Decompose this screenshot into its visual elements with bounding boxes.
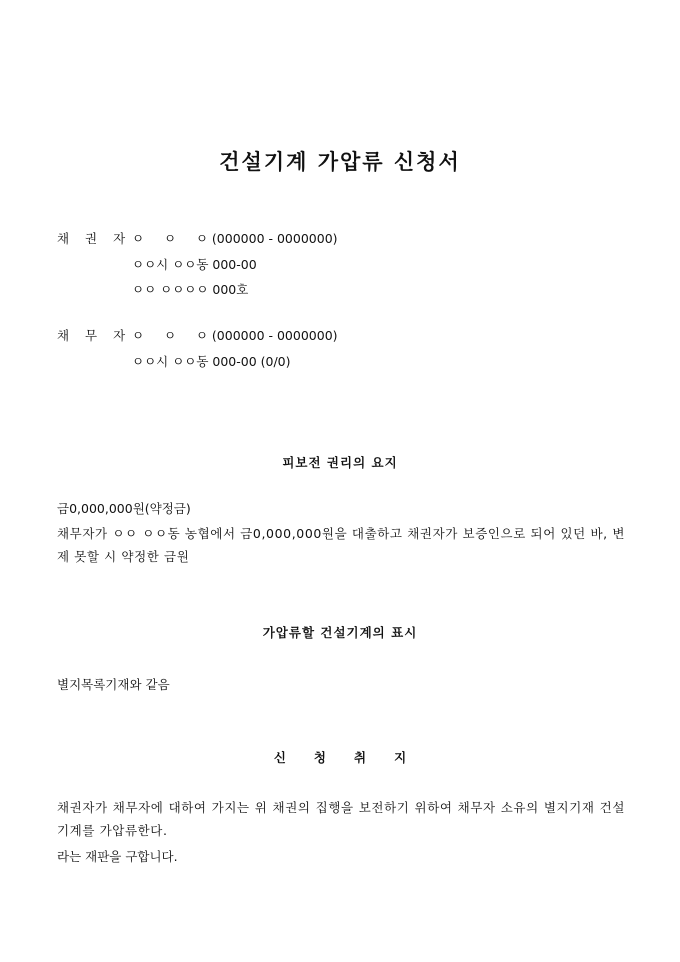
claim-body: 채무자가 ㅇㅇ ㅇㅇ동 농협에서 금0,000,000원을 대출하고 채권자가 보증인으로 되어 있던 바, 변제 못할 시 약정한 금원 xyxy=(57,526,625,564)
debtor-address-line-1: ㅇㅇ시 ㅇㅇ동 000-00 (0/0) xyxy=(132,354,291,369)
claim-amount: 금0,000,000원(약정금) xyxy=(57,501,191,516)
creditor-label: 채 권 자 xyxy=(57,231,132,246)
property-body: 별지목록기재와 같음 xyxy=(57,677,170,692)
document-title: 건설기계 가압류 신청서 xyxy=(219,149,461,174)
creditor-address-line-1: ㅇㅇ시 ㅇㅇ동 000-00 xyxy=(132,257,257,272)
purpose-closing: 라는 재판을 구합니다. xyxy=(57,849,178,864)
debtor-name-line: ㅇ ㅇ ㅇ (000000 - 0000000) xyxy=(132,328,338,343)
property-heading: 가압류할 건설기계의 표시 xyxy=(262,625,418,640)
creditor-address-line-2: ㅇㅇ ㅇㅇㅇㅇ 000호 xyxy=(132,282,249,297)
debtor-label: 채 무 자 xyxy=(57,328,132,343)
creditor-name-line: ㅇ ㅇ ㅇ (000000 - 0000000) xyxy=(132,231,338,246)
claim-heading: 피보전 권리의 요지 xyxy=(282,455,398,470)
purpose-body: 채권자가 채무자에 대하여 가지는 위 채권의 집행을 보전하기 위하여 채무자 소유의 별지기재 건설기계를 가압류한다. xyxy=(57,800,625,838)
purpose-heading: 신청취지 xyxy=(273,750,435,765)
